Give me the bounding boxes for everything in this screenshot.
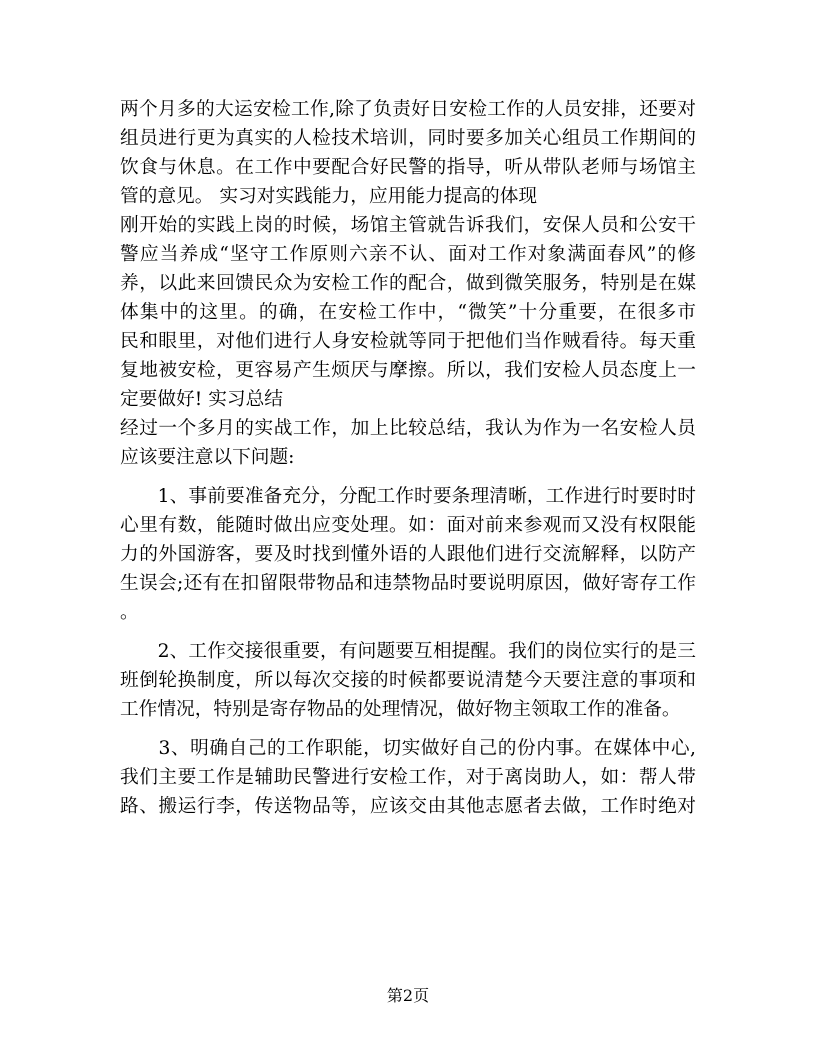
text-line: 体集中的这里。的确，在安检工作中，“微笑”十分重要，在很多市	[120, 302, 696, 323]
paragraph-3-line: 3、明确自己的工作职能，切实做好自己的份内事。在媒体中心,	[120, 738, 696, 759]
text-line: 复地被安检，更容易产生烦厌与摩擦。所以，我们安检人员态度上一	[120, 360, 696, 381]
paragraph-2-line: 2、工作交接很重要，有问题要互相提醒。我们的岗位实行的是三	[120, 641, 696, 662]
text-line: 民和眼里，对他们进行人身安检就等同于把他们当作贼看待。每天重	[120, 331, 696, 352]
text-line: 管的意见。 实习对实践能力，应用能力提高的体现	[120, 186, 538, 207]
paragraph-1-line: 生误会;还有在扣留限带物品和违禁物品时要说明原因，做好寄存工作	[120, 573, 696, 594]
text-line: 警应当养成“坚守工作原则六亲不认、面对工作对象满面春风”的修	[120, 244, 696, 265]
paragraph-1-line: 力的外国游客，要及时找到懂外语的人跟他们进行交流解释，以防产	[120, 544, 696, 565]
paragraph-1-line: 心里有数，能随时做出应变处理。如：面对前来参观而又没有权限能	[120, 515, 696, 536]
text-line: 经过一个多月的实战工作，加上比较总结，我认为作为一名安检人员	[120, 418, 696, 439]
paragraph-1-line: 1、事前要准备充分，分配工作时要条理清晰，工作进行时要时时	[120, 486, 696, 507]
document-body	[120, 95, 696, 821]
paragraph-2-line: 班倒轮换制度，所以每次交接的时候都要说清楚今天要注意的事项和	[120, 670, 696, 691]
text-line: 应该要注意以下问题:	[120, 447, 295, 468]
text-line: 刚开始的实践上岗的时候，场馆主管就告诉我们，安保人员和公安干	[120, 215, 696, 236]
paragraph-3-line: 我们主要工作是辅助民警进行安检工作，对于离岗助人，如：帮人带	[120, 767, 696, 788]
text-line: 饮食与休息。在工作中要配合好民警的指导，听从带队老师与场馆主	[120, 157, 696, 178]
text-line: 组员进行更为真实的人检技术培训，同时要多加关心组员工作期间的	[120, 128, 696, 149]
text-line: 养，以此来回馈民众为安检工作的配合，做到微笑服务，特别是在媒	[120, 273, 696, 294]
text-line: 两个月多的大运安检工作,除了负责好日安检工作的人员安排，还要对	[120, 99, 696, 120]
paragraph-2-line: 工作情况，特别是寄存物品的处理情况，做好物主领取工作的准备。	[120, 699, 681, 720]
paragraph-3-line: 路、搬运行李，传送物品等，应该交由其他志愿者去做，工作时绝对	[120, 796, 696, 817]
paragraph-1-line: 。	[120, 602, 139, 623]
page-number: 第2页	[386, 986, 430, 1005]
text-line: 定要做好! 实习总结	[120, 389, 283, 410]
